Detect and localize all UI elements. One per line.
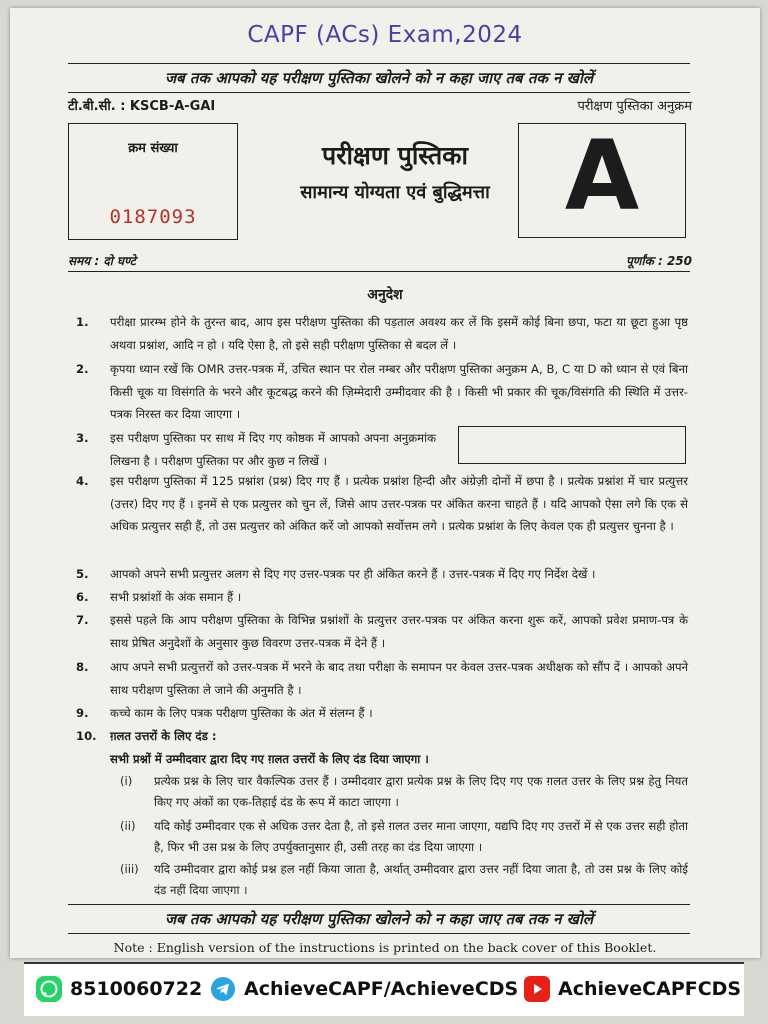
instruction-number: 3.: [76, 431, 89, 445]
top-banner: जब तक आपको यह परीक्षण पुस्तिका खोलने को न कहा जाए तब तक न खोलें: [68, 63, 690, 93]
maximum-marks: पूर्णांक : 250: [625, 254, 692, 268]
instruction-number: 2.: [76, 362, 89, 376]
penalty-item: [120, 859, 688, 901]
youtube-handle: AchieveCAPFCDS: [558, 978, 742, 1000]
instruction-item: [76, 725, 688, 748]
instruction-text: इस परीक्षण पुस्तिका में 125 प्रश्नांश (प्रश्न) दिए गए हैं । प्रत्येक प्रश्नांश हिन्दी और अंग्रेज़ी दोनों में छपा है । प्रत्येक प्रश्नांश में चार प्रत्युत्तर (उत्तर) दिए गए हैं । इनमें से एक प्रत्युत्तर को चुन लें, जिसे आप उत्तर-पत्रक पर अंकित करना चाहते हैं । यदि आपको ऐसा लगे कि एक से अधिक प्रत्युत्तर सही हैं, तो उस प्रत्युत्तर को अंकित करें जो आपको सर्वोत्तम लगे । प्रत्येक प्रश्नांश के लिए केवल एक ही प्रत्युत्तर चुनना है ।: [110, 474, 688, 533]
penalty-number: (iii): [120, 862, 139, 876]
penalty-text: यदि कोई उम्मीदवार एक से अधिक उत्तर देता है, तो इसे ग़लत उत्तर माना जाएगा, यद्यपि दिए गए उत्तरों में से एक उत्तर सही होता है, फिर भी उस प्रश्न के लिए उपर्युक्तानुसार ही, उसी तरह का दंड दिया जाएगा ।: [154, 819, 688, 854]
series-letter: A: [564, 120, 640, 232]
instruction-item: [76, 586, 688, 609]
serial-number: 0187093: [109, 206, 197, 228]
instruction-text: आपको अपने सभी प्रत्युत्तर अलग से दिए गए उत्तर-पत्रक पर ही अंकित करने हैं । उत्तर-पत्रक में दिए गए निर्देश देखें ।: [110, 567, 596, 581]
instruction-item: [76, 470, 688, 538]
instruction-text: इससे पहले कि आप परीक्षण पुस्तिका के विभिन्न प्रश्नांशों के प्रत्युत्तर उत्तर-पत्रक पर अंकित करना शुरू करें, आपको प्रवेश प्रमाण-पत्र के साथ प्रेषित अनुदेशों के अनुसार कुछ विवरण उत्तर-पत्रक में देने हैं ।: [110, 613, 688, 650]
booklet-series-label: परीक्षण पुस्तिका अनुक्रम: [577, 99, 692, 114]
penalty-item: [120, 771, 688, 813]
whatsapp-icon: [36, 976, 62, 1002]
instruction-number: 6.: [76, 590, 89, 604]
instruction-item: [76, 427, 436, 472]
penalty-text: यदि उम्मीदवार द्वारा कोई प्रश्न हल नहीं किया जाता है, अर्थात् उम्मीदवार द्वारा उत्तर नहीं दिया जाता है, तो उस प्रश्न के लिए कोई दंड नहीं दिया जाएगा ।: [154, 862, 688, 897]
roll-number-box[interactable]: [458, 426, 686, 464]
instruction-text: कच्चे काम के लिए पत्रक परीक्षण पुस्तिका के अंत में संलग्न हैं ।: [110, 706, 373, 720]
instruction-text: कृपया ध्यान रखें कि OMR उत्तर-पत्रक में, उचित स्थान पर रोल नम्बर और परीक्षण पुस्तिका अनुक्रम A, B, C या D को ध्यान से एवं बिना किसी चूक या विसंगति के भरने और कूटबद्ध करने की ज़िम्मेदारी उम्मीदवार की है । किसी भी प्रकार की चूक/विसंगति की स्थिति में उत्तर-पत्रक निरस्त कर दिया जाएगा ।: [110, 362, 688, 421]
penalty-number: (ii): [120, 819, 136, 833]
instruction-number: 7.: [76, 613, 89, 627]
instruction-item: [76, 358, 688, 426]
instruction-number: 8.: [76, 660, 89, 674]
penalty-item: [120, 816, 688, 858]
tbc-code: टी.बी.सी. : KSCB-A-GAI: [68, 99, 216, 114]
instruction-number: 5.: [76, 567, 89, 581]
instructions-heading: अनुदेश: [367, 287, 403, 303]
telegram-contact[interactable]: [210, 976, 518, 1002]
exam-duration: समय : दो घण्टे: [68, 254, 136, 268]
divider: [68, 271, 690, 272]
instruction-text: सभी प्रश्नांशों के अंक समान हैं ।: [110, 590, 242, 604]
instruction-item: [76, 311, 688, 356]
booklet-title: परीक्षण पुस्तिका: [322, 141, 468, 170]
telegram-icon: [210, 976, 236, 1002]
instruction-number: 9.: [76, 706, 89, 720]
penalty-intro-text: सभी प्रश्नों में उम्मीदवार द्वारा दिए गए ग़लत उत्तरों के लिए दंड दिया जाएगा ।: [110, 752, 429, 766]
youtube-icon: [524, 976, 550, 1002]
youtube-contact[interactable]: [524, 976, 741, 1002]
instruction-item: [76, 702, 688, 725]
promo-footer: [24, 962, 744, 1016]
instruction-item: [76, 609, 688, 654]
handwritten-title: CAPF (ACs) Exam,2024: [247, 22, 523, 48]
exam-booklet-cover: [10, 8, 760, 958]
penalty-text: प्रत्येक प्रश्न के लिए चार वैकल्पिक उत्तर हैं । उम्मीदवार द्वारा प्रत्येक प्रश्न के लिए दिए गए एक ग़लत उत्तर के लिए प्रश्न हेतु नियत किए गए अंकों का एक-तिहाई दंड के रूप में काटा जाएगा ।: [154, 774, 688, 809]
instruction-item: [76, 563, 688, 586]
instruction-number: 1.: [76, 315, 89, 329]
serial-number-box: [68, 123, 238, 240]
english-note: Note : English version of the instructions is printed on the back cover of this Booklet.: [113, 940, 657, 955]
series-letter-box: [518, 120, 686, 238]
telegram-handle: AchieveCAPF/AchieveCDS: [244, 978, 519, 1000]
instruction-number: 10.: [76, 729, 97, 743]
instruction-text: आप अपने सभी प्रत्युत्तरों को उत्तर-पत्रक में भरने के बाद तथा परीक्षा के समापन पर केवल उत्तर-पत्रक अधीक्षक को सौंप दें । आपको अपने साथ परीक्षण पुस्तिका ले जाने की अनुमति है ।: [110, 660, 688, 697]
serial-label: क्रम संख्या: [128, 141, 178, 156]
penalty-intro: [76, 748, 688, 771]
phone-number: 8510060722: [70, 978, 203, 1000]
instruction-item: [76, 656, 688, 701]
bottom-banner: जब तक आपको यह परीक्षण पुस्तिका खोलने को न कहा जाए तब तक न खोलें: [68, 904, 690, 934]
instruction-text: इस परीक्षण पुस्तिका पर साथ में दिए गए कोष्ठक में आपको अपना अनुक्रमांक लिखना है । परीक्षण पुस्तिका पर और कुछ न लिखें ।: [110, 431, 436, 468]
instruction-number: 4.: [76, 474, 89, 488]
booklet-subtitle: सामान्य योग्यता एवं बुद्धिमत्ता: [300, 182, 490, 203]
whatsapp-contact[interactable]: [36, 976, 202, 1002]
instruction-text: ग़लत उत्तरों के लिए दंड :: [110, 729, 217, 743]
penalty-number: (i): [120, 774, 133, 788]
instruction-text: परीक्षा प्रारम्भ होने के तुरन्त बाद, आप इस परीक्षण पुस्तिका की पड़ताल अवश्य कर लें कि इसमें कोई बिना छपा, फटा या छूटा हुआ पृष्ठ अथवा प्रश्नांश, आदि न हो । यदि ऐसा है, तो इसे सही परीक्षण पुस्तिका से बदल लें ।: [110, 315, 688, 352]
